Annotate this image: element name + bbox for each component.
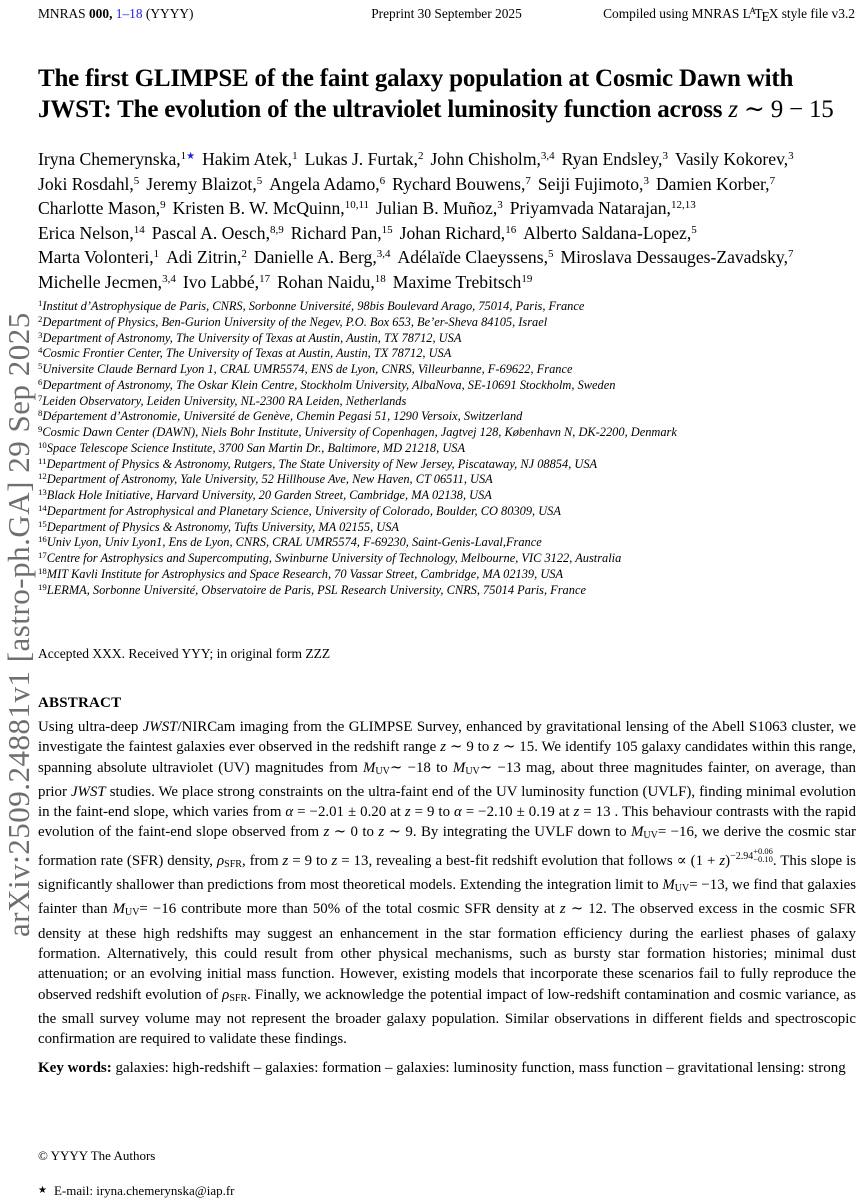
abstract-segment: . This slope is significantly shallower than predictions from most theoretical models. Extending the integration limit to — [38, 852, 856, 894]
abstract-segment: . Finally, we acknowledge the potential impact of low-redshift contamination and cosmic variance, as the small survey volume may not represent the broader galaxy population. Similar observations in different fields and spectroscopic confirmation are required to validate these findings. — [38, 986, 856, 1048]
author-affiliation-sup: 5 — [256, 174, 263, 187]
affiliation-text: Department of Astronomy, The University of Texas at Austin, Austin, TX 78712, USA — [42, 330, 462, 345]
author-affiliation-sup: 7 — [788, 248, 794, 261]
author-affiliation-sup: 3 — [662, 150, 668, 162]
abstract-segment: M — [452, 759, 466, 776]
affiliation-item — [38, 394, 858, 410]
abstract-segment: = 13, revealing a best-fit redshift evolution that follows ∝ (1 + — [337, 852, 720, 869]
affiliation-text: Space Telescope Science Institute, 3700 San Martin Dr., Baltimore, MD 21218, USA — [46, 440, 466, 455]
affiliation-number: 16 — [38, 534, 47, 545]
affiliation-text: Department of Physics & Astronomy, Tufts University, MA 02155, USA — [46, 519, 399, 534]
abstract-segment: JWST — [70, 783, 106, 800]
affiliation-text: Département d’Astronomie, Université de Genève, Chemin Pegasi 51, 1290 Versoix, Switzerland — [42, 409, 523, 424]
affiliation-item — [38, 488, 858, 504]
author-line — [38, 247, 858, 272]
author-name: Ryan Endsley,$^3$ — [561, 149, 668, 169]
abstract-section — [38, 695, 856, 1080]
affiliation-number: 6 — [38, 376, 43, 387]
abstract-segment: z — [559, 901, 566, 918]
abstract-text — [38, 717, 856, 1049]
copyright-notice: © YYYY The Authors — [38, 1148, 156, 1163]
affiliation-text: Department of Physics, Ben-Gurion University of the Negev, P.O. Box 653, Be’er-Sheva 84105, Israel — [42, 314, 548, 329]
abstract-segment: studies. We place strong constraints on the ultra-faint end of the UV luminosity function (UVLF), finding minimal evolution in the faint-end slope, which varies from — [38, 783, 856, 821]
page-range-link[interactable]: 1–18 — [112, 6, 143, 21]
affiliation-item — [38, 331, 858, 347]
corresponding-author-star-icon: ★ — [186, 151, 196, 162]
abstract-segment: UV — [674, 883, 690, 895]
author-affiliation-sup: 3,4 — [376, 248, 391, 261]
abstract-segment: α — [285, 804, 294, 821]
affiliation-text: Cosmic Dawn Center (DAWN), Niels Bohr Institute, University of Copenhagen, Jagtvej 128, København N, DK-2200, Denmark — [42, 425, 677, 439]
affiliation-text: Department of Astronomy, Yale University, 52 Hillhouse Ave, New Haven, CT 06511, USA — [46, 472, 493, 487]
latex-logo: $L^ATEX$ — [742, 6, 779, 24]
affiliation-number: 2 — [38, 313, 43, 324]
math-range: ∼ 9 − 15 — [737, 96, 834, 123]
abstract-segment: ∼ −13 mag, about three magnitudes fainter, on average, than prior — [38, 759, 857, 800]
dates-line: Accepted XXX. Received YYY; in original form ZZZ — [38, 646, 331, 661]
author-name: Kristen B. W. McQuinn,$^{10,11}$ — [172, 198, 370, 219]
affiliation-number: 1 — [38, 298, 43, 308]
author-affiliation-sup: 19 — [521, 272, 533, 285]
abstract-segment: ρ — [216, 852, 225, 869]
abstract-segment: UV — [643, 830, 658, 842]
affiliation-text: MIT Kavli Institute for Astrophysics and Space Research, 70 Vassar Street, Cambridge, MA 02139, USA — [46, 566, 564, 581]
abstract-segment: z — [378, 824, 385, 841]
author-affiliation-sup: 7 — [769, 174, 776, 187]
author-name: Joki Rosdahl,$^5$ — [38, 173, 140, 194]
abstract-segment: ∼ 12. The observed excess in the cosmic SFR density at these high redshifts may suggest an enhancement in the star formation efficiency during the earliest phases of galaxy formation. Alternatively, this could result from other physical mechanisms, such as bursty star formation histories; minimal dust attenuation; or an evolving initial mass function. However, existing models that incorporate these scenarios fail to fully reproduce the observed redshift evolution of — [38, 901, 856, 1003]
author-affiliation-sup: 3 — [643, 174, 649, 187]
affiliation-number: 13 — [38, 487, 47, 497]
abstract-segment: UV — [124, 907, 140, 919]
affiliation-number: 8 — [38, 408, 43, 419]
affiliation-text: Department for Astrophysical and Planetary Science, University of Colorado, Boulder, CO 80309, USA — [46, 503, 561, 518]
journal-name: MNRAS — [38, 6, 89, 21]
running-header — [38, 6, 855, 25]
affiliation-number: 18 — [38, 565, 47, 576]
author-affiliation-sup: 5 — [133, 174, 140, 187]
author-affiliation-sup: 8,9 — [270, 223, 284, 236]
affiliation-text: Department of Physics & Astronomy, Rutgers, The State University of New Jersey, Piscataway, NJ 08854, USA — [46, 456, 598, 471]
title-line-2: JWST: The evolution of the ultraviolet luminosity function across z ∼ 9 − 15 — [38, 96, 834, 123]
author-name: Priyamvada Natarajan,$^{12,13}$ — [509, 198, 696, 219]
abstract-segment: = 9 to — [288, 852, 332, 869]
affiliation-item — [38, 362, 858, 378]
author-name: Jeremy Blaizot,$^5$ — [146, 173, 263, 194]
abstract-segment: , from — [241, 852, 283, 869]
email-footnote — [38, 1183, 235, 1199]
compiled-note — [522, 6, 855, 25]
affiliation-item — [38, 504, 858, 520]
author-name: Maxime Trebitsch$^{19}$ — [392, 271, 533, 292]
affiliation-number: 4 — [38, 345, 43, 356]
affiliation-text: Institut d’Astrophysique de Paris, CNRS, Sorbonne Université, 98bis Boulevard Arago, 75014, Paris, France — [42, 299, 585, 313]
author-line — [38, 174, 858, 199]
author-name: Lukas J. Furtak,$^2$ — [304, 149, 424, 169]
author-name: John Chisholm,$^{3,4}$ — [430, 149, 555, 169]
abstract-segment: ∼ −18 to — [389, 759, 453, 776]
abstract-segment: z — [331, 852, 338, 869]
author-name: Hakim Atek,$^1$ — [202, 149, 298, 169]
affiliation-item — [38, 567, 858, 583]
abstract-segment: z — [404, 804, 411, 821]
affiliation-number: 12 — [38, 471, 47, 482]
compiled-suffix: style file v3.2 — [778, 6, 855, 21]
author-name: Damien Korber,$^7$ — [655, 173, 776, 194]
affiliation-text: Cosmic Frontier Center, The University of Texas at Austin, Austin, TX 78712, USA — [42, 346, 452, 361]
abstract-segment: = −16, we derive the cosmic star formation rate (SFR) density, — [38, 824, 857, 869]
abstract-segment: z — [282, 852, 289, 869]
affiliation-text: Universite Claude Bernard Lyon 1, CRAL UMR5574, ENS de Lyon, CNRS, Villeurbanne, F-69622, France — [42, 362, 573, 376]
abstract-segment: ∼ 0 to — [329, 824, 379, 841]
abstract-segment: z — [493, 739, 499, 756]
affiliation-item — [38, 457, 858, 473]
author-name: Rychard Bouwens,$^7$ — [392, 173, 531, 194]
author-affiliation-sup: 5 — [547, 248, 554, 261]
paper-title — [38, 63, 858, 125]
author-name: Rohan Naidu,$^{18}$ — [277, 271, 386, 292]
author-affiliation-sup: 12,13 — [670, 199, 696, 212]
title-line-1: The first GLIMPSE of the faint galaxy population at Cosmic Dawn with — [38, 65, 794, 92]
author-name: Vasily Kokorev,$^3$ — [674, 149, 794, 169]
affiliation-item — [38, 346, 858, 362]
author-affiliation-sup: 1 — [153, 248, 160, 261]
author-affiliation-sup: 18 — [374, 272, 386, 285]
author-affiliation-sup: 5 — [691, 223, 697, 236]
author-name: Marta Volonteri,$^1$ — [38, 247, 160, 268]
author-affiliation-sup: 1 — [180, 150, 187, 162]
author-line — [38, 198, 858, 223]
affiliation-item — [38, 315, 858, 331]
abstract-segment: = 9 to — [410, 804, 454, 821]
abstract-segment: JWST — [142, 719, 178, 735]
affiliation-item — [38, 535, 858, 551]
author-line — [38, 223, 858, 248]
abstract-segment: = −2.10 ± 0.19 at — [461, 804, 574, 821]
author-name: Charlotte Mason,$^9$ — [38, 198, 166, 219]
author-name: Iryna Chemerynska,$^{1★}$ — [38, 149, 196, 169]
author-name: Danielle A. Berg,$^{3,4}$ — [253, 247, 391, 268]
author-affiliation-sup: 15 — [381, 223, 393, 236]
math-z: z — [728, 96, 738, 123]
affiliation-number: 14 — [38, 502, 47, 513]
abstract-segment: M — [363, 759, 376, 776]
compiled-prefix: Compiled using MNRAS — [603, 6, 743, 21]
abstract-segment: = 13 . This behaviour contrasts with the rapid evolution of the faint-end slope observed from — [38, 804, 856, 841]
affiliation-item — [38, 520, 858, 536]
author-affiliation-sup: 3 — [497, 199, 503, 212]
preprint-date: Preprint 30 September 2025 — [371, 6, 522, 21]
affiliation-text: Leiden Observatory, Leiden University, NL-2300 RA Leiden, Netherlands — [42, 393, 407, 408]
keywords-text: galaxies: high-redshift – galaxies: formation – galaxies: luminosity function, mass function – gravitational lensing: strong — [111, 1060, 846, 1077]
affiliation-text: LERMA, Sorbonne Université, Observatoire de Paris, PSL Research University, CNRS, 75014 Paris, France — [46, 582, 586, 597]
affiliation-item — [38, 409, 858, 425]
author-affiliation-sup: 10,11 — [344, 199, 370, 212]
affiliation-number: 7 — [38, 392, 43, 403]
abstract-segment: M — [112, 901, 125, 918]
affiliation-item — [38, 441, 858, 457]
abstract-segment: ρ — [222, 986, 230, 1003]
author-name: Angela Adamo,$^6$ — [269, 173, 386, 194]
affiliation-list — [38, 299, 858, 598]
affiliation-number: 5 — [38, 361, 43, 371]
affiliation-text: Univ Lyon, Univ Lyon1, Ens de Lyon, CNRS, CRAL UMR5574, F-69230, Saint-Genis-Laval,France — [46, 535, 542, 550]
affiliation-number: 15 — [38, 518, 47, 529]
affiliation-text: Centre for Astrophysics and Supercomputing, Swinburne University of Technology, Melbourne, VIC 3122, Australia — [46, 551, 622, 565]
abstract-segment: ) — [725, 852, 731, 869]
abstract-segment: z — [440, 739, 446, 756]
abstract-segment: z — [323, 824, 330, 841]
footnote-email: E-mail: iryna.chemerynska@iap.fr — [53, 1183, 235, 1198]
affiliation-item — [38, 583, 858, 599]
affiliation-item — [38, 425, 858, 441]
author-name: Miroslava Dessauges-Zavadsky,$^7$ — [560, 247, 794, 268]
author-list — [38, 149, 858, 297]
author-affiliation-sup: 2 — [241, 248, 247, 261]
author-affiliation-sup: 3 — [788, 150, 794, 162]
journal-year: (YYYY) — [142, 6, 194, 21]
affiliation-text: Black Hole Initiative, Harvard University, 20 Garden Street, Cambridge, MA 02138, USA — [46, 488, 492, 502]
author-affiliation-sup: 14 — [133, 223, 145, 236]
author-affiliation-sup: 2 — [417, 150, 424, 162]
author-name: Michelle Jecmen,$^{3,4}$ — [38, 271, 176, 292]
footnote-star-icon: ★ — [38, 1185, 47, 1196]
author-affiliation-sup: 3,4 — [540, 150, 555, 162]
abstract-heading: ABSTRACT — [38, 695, 122, 711]
author-name: Adi Zitrin,$^2$ — [166, 247, 247, 268]
author-name: Erica Nelson,$^{14}$ — [38, 222, 145, 243]
keywords-label: Key words: — [38, 1060, 112, 1077]
author-name: Johan Richard,$^{16}$ — [399, 222, 517, 243]
abstract-segment: /NIRCam imaging from the GLIMPSE Survey, enhanced by gravitational lensing of the Abell S1063 cluster, we investigate the faintest galaxies ever observed in the redshift range — [38, 719, 856, 756]
journal-volume: 000, — [88, 6, 113, 21]
author-line — [38, 149, 858, 174]
abstract-segment: = −13, we find that galaxies fainter than — [38, 877, 856, 918]
abstract-segment: SFR — [229, 992, 248, 1004]
abstract-segment: Using ultra-deep — [38, 719, 143, 735]
affiliation-number: 9 — [38, 424, 43, 434]
arxiv-identifier-banner: arXiv:2509.24881v1 [astro-ph.GA] 29 Sep 2025 — [1, 312, 36, 937]
abstract-segment: z — [573, 804, 580, 821]
abstract-segment: = −16 contribute more than 50% of the total cosmic SFR density at — [139, 901, 560, 918]
author-affiliation-sup: 3,4 — [162, 272, 176, 285]
affiliation-number: 19 — [38, 581, 47, 592]
abstract-segment: ∼ 15. We identify 105 galaxy candidates within this range, spanning absolute ultraviolet (UV) magnitudes from — [38, 739, 856, 776]
author-name: Julian B. Muñoz,$^3$ — [376, 198, 503, 219]
abstract-segment: SFR — [224, 858, 242, 870]
abstract-segment: UV — [375, 765, 390, 777]
keywords — [38, 1058, 856, 1080]
affiliation-item — [38, 472, 858, 488]
author-name: Pascal A. Oesch,$^{8,9}$ — [151, 222, 284, 243]
author-affiliation-sup: 6 — [379, 174, 386, 187]
affiliation-number: 3 — [38, 329, 43, 340]
abstract-segment: UV — [465, 765, 480, 777]
abstract-segment: = −2.01 ± 0.20 at — [293, 804, 405, 821]
author-name: Alberto Saldana-Lopez,$^5$ — [523, 222, 697, 243]
author-name: Ivo Labbé,$^{17}$ — [182, 271, 271, 292]
journal-reference — [38, 6, 371, 22]
author-line — [38, 272, 858, 297]
math-exponent: $^{-2.94}$ +0.06 −0.10 — [730, 845, 773, 864]
author-affiliation-sup: 9 — [160, 199, 166, 212]
affiliation-number: 10 — [38, 439, 47, 450]
abstract-segment: M — [630, 824, 644, 841]
author-name: Adélaïde Claeyssens,$^5$ — [397, 247, 554, 268]
author-affiliation-sup: 1 — [292, 150, 298, 162]
abstract-segment: ∼ 9 to — [446, 739, 494, 756]
affiliation-number: 17 — [38, 550, 47, 560]
author-affiliation-sup: 16 — [505, 223, 517, 236]
abstract-segment: α — [454, 804, 462, 821]
author-affiliation-sup: 7 — [525, 174, 531, 187]
abstract-segment: ∼ 9. By integrating the UVLF down to — [384, 824, 631, 841]
author-name: Seiji Fujimoto,$^3$ — [537, 173, 649, 194]
author-affiliation-sup: 17 — [259, 272, 271, 285]
affiliation-number: 11 — [38, 455, 47, 466]
affiliation-item — [38, 551, 858, 567]
abstract-segment: z — [719, 852, 726, 869]
abstract-segment: M — [662, 877, 675, 894]
affiliation-item — [38, 299, 858, 315]
affiliation-item — [38, 378, 858, 394]
affiliation-text: Department of Astronomy, The Oskar Klein Centre, Stockholm University, AlbaNova, SE-10691 Stockholm, Sweden — [42, 377, 616, 392]
author-name: Richard Pan,$^{15}$ — [290, 222, 393, 243]
